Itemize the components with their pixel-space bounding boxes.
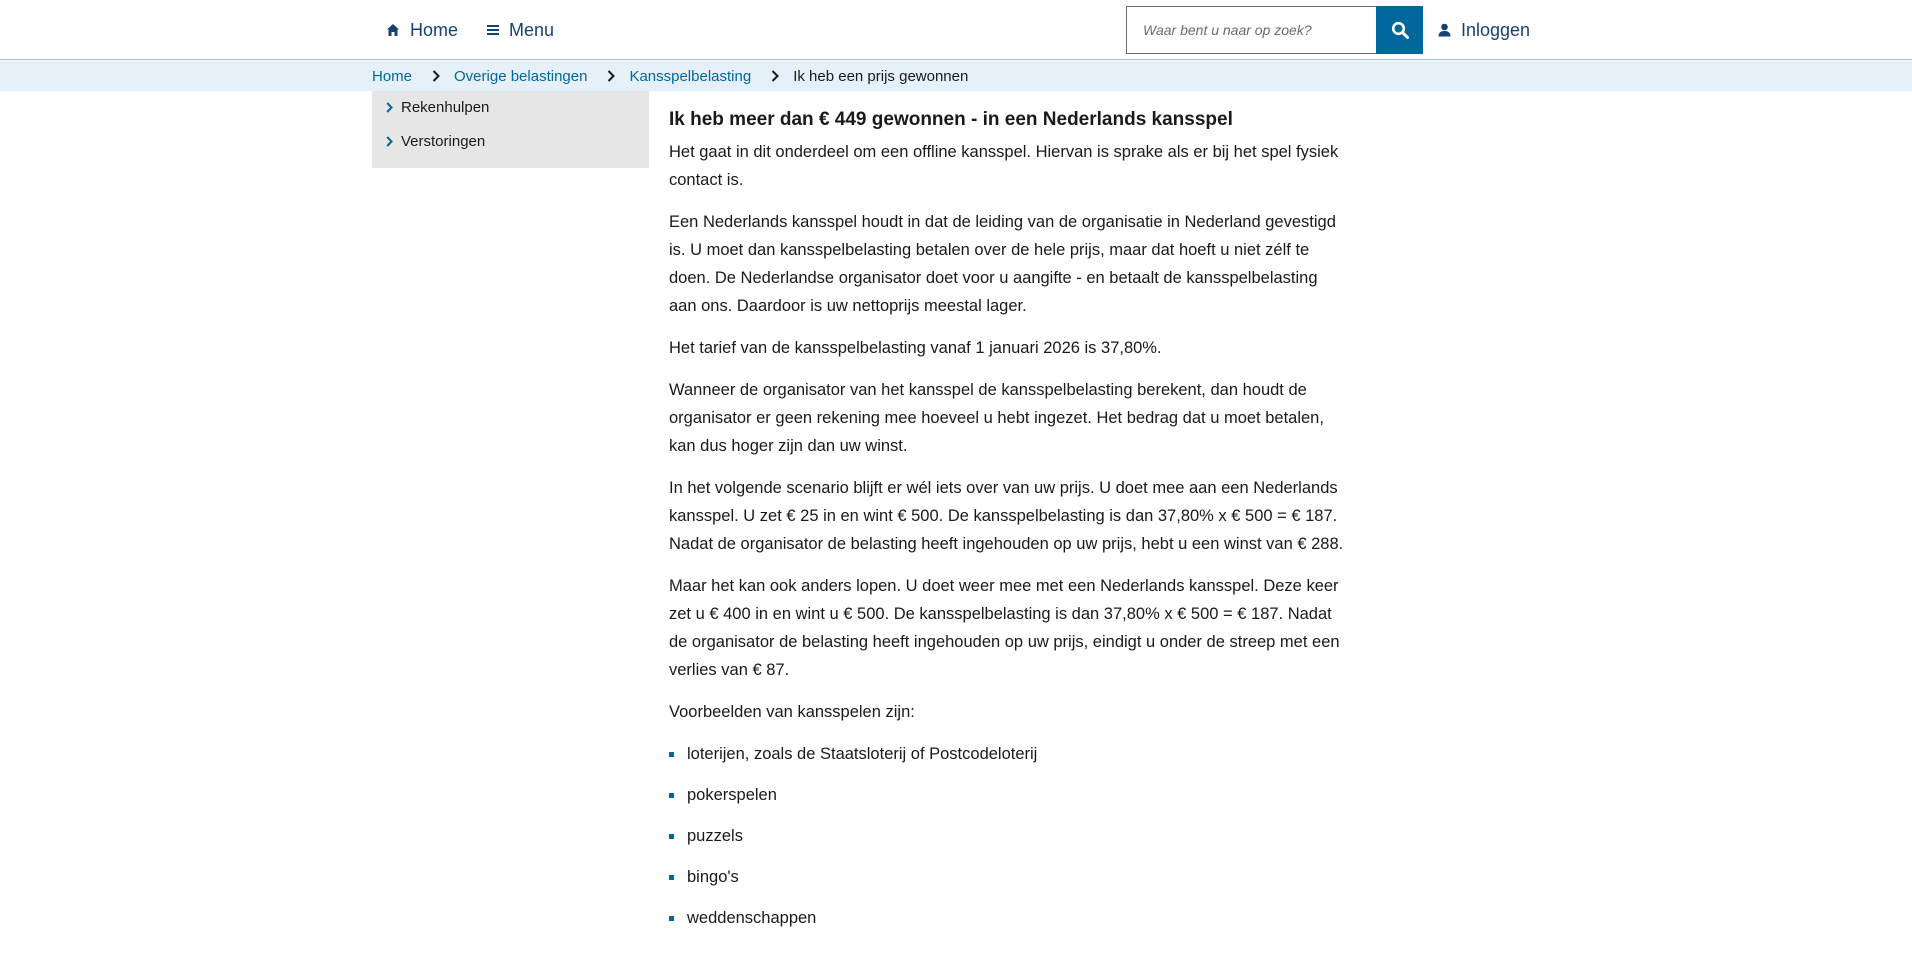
bullet-icon (669, 916, 674, 921)
chevron-right-icon (607, 70, 615, 82)
main-content (669, 108, 1349, 945)
nav-home-label: Home (410, 19, 459, 40)
chevron-right-icon (386, 102, 393, 113)
list-item-text: weddenschappen (687, 909, 817, 927)
search-icon (1391, 21, 1409, 39)
site-header (0, 0, 1912, 60)
breadcrumb-bar (0, 61, 1912, 91)
breadcrumb-kansspelbelasting[interactable]: Kansspelbelasting (629, 67, 752, 85)
login-link[interactable] (1438, 0, 1530, 60)
list-item (669, 822, 1349, 850)
sidebar-item-rekenhulpen[interactable] (386, 95, 489, 119)
sidebar-item-label: Verstoringen (401, 132, 486, 150)
breadcrumb-current: Ik heb een prijs gewonnen (793, 67, 969, 85)
breadcrumb-home[interactable]: Home (372, 67, 413, 85)
breadcrumb (372, 61, 968, 91)
bullet-icon (669, 875, 674, 880)
bullet-icon (669, 752, 674, 757)
breadcrumb-overige-belastingen[interactable]: Overige belastingen (454, 67, 588, 85)
sidebar-item-label: Rekenhulpen (401, 98, 490, 116)
list-item-text: bingo's (687, 868, 739, 886)
list-item-text: loterijen, zoals de Staatsloterij of Postcodeloterij (687, 745, 1038, 763)
paragraph: Voorbeelden van kansspelen zijn: (669, 703, 915, 721)
examples-list (669, 740, 1349, 932)
chevron-right-icon (386, 136, 393, 147)
list-item (669, 740, 1349, 768)
sidebar (372, 91, 649, 168)
bullet-icon (669, 834, 674, 839)
paragraph: Wanneer de organisator van het kansspel de kansspelbelasting berekent, dan houdt de organisator er geen rekening mee hoeveel u hebt ingezet. Het bedrag dat u moet betalen, kan dus hoger zijn dan uw winst. (669, 381, 1324, 455)
chevron-right-icon (771, 70, 779, 82)
sidebar-item-verstoringen[interactable] (386, 129, 485, 153)
user-icon (1438, 23, 1451, 37)
list-item-text: pokerspelen (687, 786, 777, 804)
nav-menu-label: Menu (509, 19, 555, 40)
paragraph: In het volgende scenario blijft er wél iets over van uw prijs. U doet mee aan een Nederlands kansspel. U zet € 25 in en wint € 500. De kansspelbelasting is dan 37,80% x € 500 = € 187. Nadat de organisator de belasting heeft ingehouden op uw prijs, hebt u een winst van € 288. (669, 479, 1344, 553)
section-heading: Ik heb meer dan € 449 gewonnen - in een Nederlands kansspel (669, 109, 1233, 130)
paragraph: Het tarief van de kansspelbelasting vanaf 1 januari 2026 is 37,80%. (669, 339, 1162, 357)
nav-home-link[interactable] (386, 0, 458, 60)
search-button[interactable] (1376, 6, 1423, 54)
paragraph: Maar het kan ook anders lopen. U doet weer mee met een Nederlands kansspel. Deze keer zet u € 400 in en wint u € 500. De kansspelbelasting is dan 37,80% x € 500 = € 187. Nadat de organisator de belasting heeft ingehouden op uw prijs, eindigt u onder de streep met een verlies van € 87. (669, 577, 1340, 679)
chevron-right-icon (432, 70, 440, 82)
bullet-icon (669, 793, 674, 798)
list-item (669, 781, 1349, 809)
nav-menu-button[interactable] (487, 0, 554, 60)
paragraph: Een Nederlands kansspel houdt in dat de leiding van de organisatie in Nederland gevestigd is. U moet dan kansspelbelasting betalen over de hele prijs, maar dat hoeft u niet zélf te doen. De Nederlandse organisator doet voor u aangifte - en betaalt de kansspelbelasting aan ons. Daardoor is uw nettoprijs meestal lager. (669, 213, 1336, 315)
hamburger-icon (487, 24, 499, 36)
paragraph: Het gaat in dit onderdeel om een offline kansspel. Hiervan is sprake als er bij het spel fysiek contact is. (669, 143, 1339, 189)
login-label: Inloggen (1461, 19, 1531, 40)
list-item-text: puzzels (687, 827, 743, 845)
list-item (669, 863, 1349, 891)
list-item (669, 904, 1349, 932)
search-input[interactable] (1126, 6, 1376, 54)
home-icon (386, 23, 400, 37)
